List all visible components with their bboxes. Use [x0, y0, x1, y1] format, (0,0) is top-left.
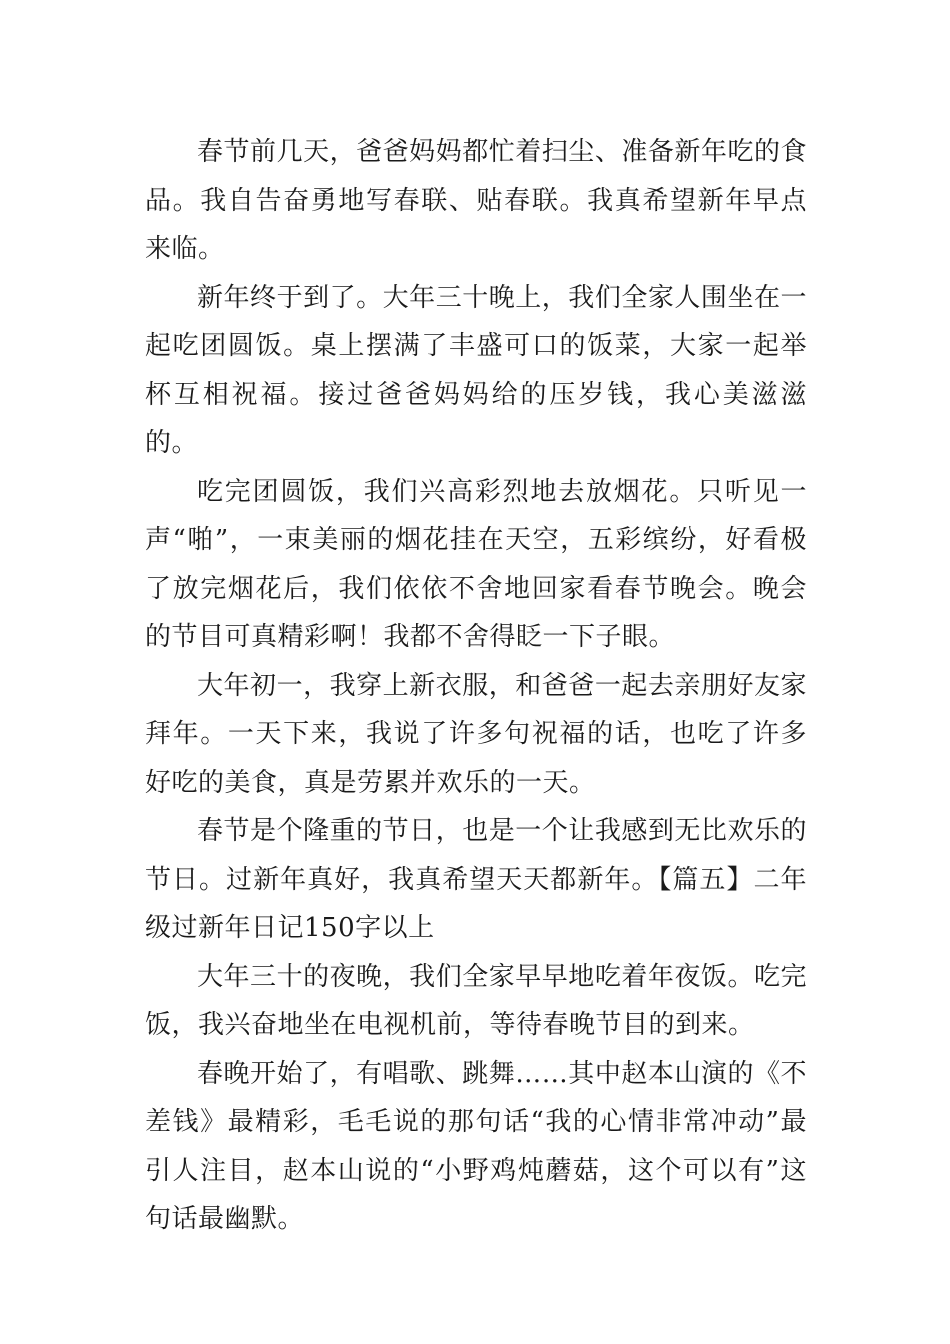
paragraph-2: 新年终于到了。大年三十晚上，我们全家人围坐在一起吃团圆饭。桌上摆满了丰盛可口的饭菜，大家一起举杯互相祝福。接过爸爸妈妈给的压岁钱，我心美滋滋的。: [145, 282, 807, 458]
paragraph-4: 大年初一，我穿上新衣服，和爸爸一起去亲朋好友家拜年。一天下来，我说了许多句祝福的话，也吃了许多好吃的美食，真是劳累并欢乐的一天。: [145, 670, 807, 798]
paragraph-1: 春节前几天，爸爸妈妈都忙着扫尘、准备新年吃的食品。我自告奋勇地写春联、贴春联。我真希望新年早点来临。: [145, 137, 807, 264]
document-body: [145, 128, 807, 1244]
paragraph-7: 春晚开始了，有唱歌、跳舞……其中赵本山演的《不差钱》最精彩，毛毛说的那句话“我的心情非常冲动”最引人注目，赵本山说的“小野鸡炖蘑菇，这个可以有”这句话最幽默。: [145, 1058, 807, 1234]
paragraph-5: 春节是个隆重的节日，也是一个让我感到无比欢乐的节日。过新年真好，我真希望天天都新年。【篇五】二年级过新年日记150字以上: [145, 816, 807, 943]
paragraph-3: 吃完团圆饭，我们兴高彩烈地去放烟花。只听见一声“啪”，一束美丽的烟花挂在天空，五彩缤纷，好看极了放完烟花后，我们依依不舍地回家看春节晚会。晚会的节目可真精彩啊！我都不舍得眨一下子眼。: [145, 476, 807, 652]
paragraph-6: 大年三十的夜晚，我们全家早早地吃着年夜饭。吃完饭，我兴奋地坐在电视机前，等待春晚节目的到来。: [145, 961, 807, 1040]
